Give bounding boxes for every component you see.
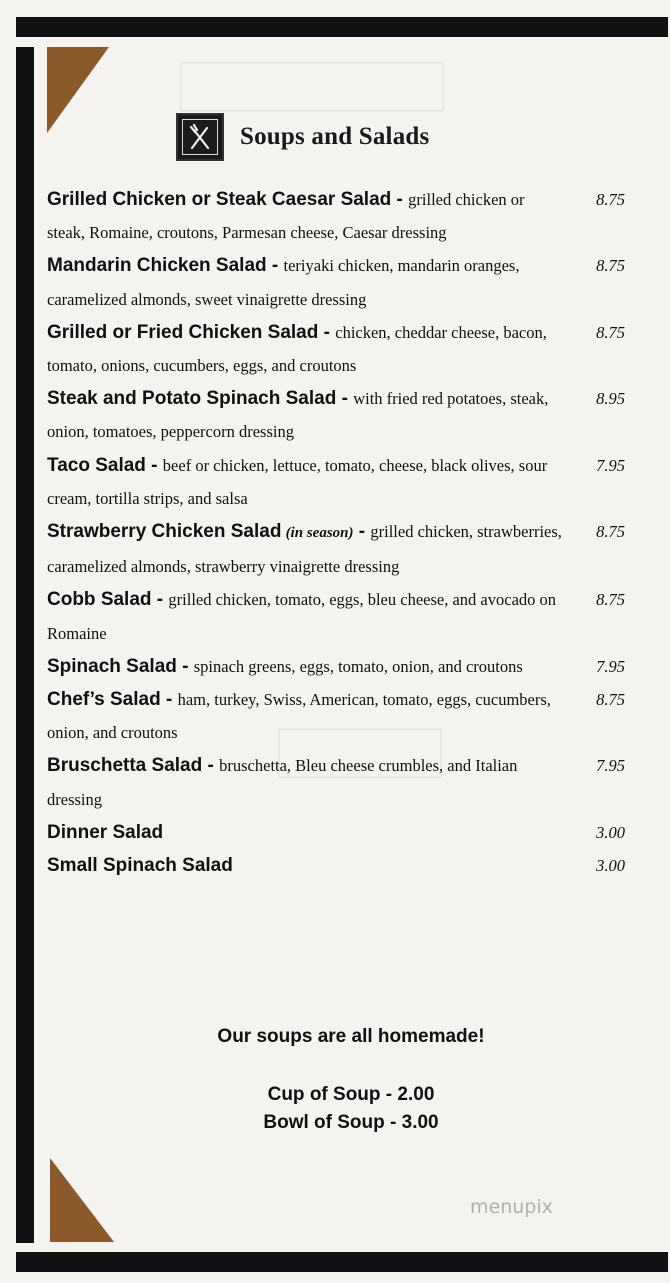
menu-item: Steak and Potato Spinach Salad - with fried red potatoes, steak, onion, tomatoes, peppercorn dressing 8.95 xyxy=(47,382,625,448)
soups-homemade-note: Our soups are all homemade! xyxy=(217,1026,485,1047)
menu-item: Grilled Chicken or Steak Caesar Salad - grilled chicken or steak, Romaine, croutons, Parmesan cheese, Caesar dressing 8.75 xyxy=(47,183,625,249)
menu-item: Strawberry Chicken Salad (in season) - grilled chicken, strawberries, caramelized almonds, strawberry vinaigrette dressing 8.75 xyxy=(47,515,625,583)
menu-item xyxy=(47,849,625,882)
menu-item: Grilled or Fried Chicken Salad - chicken, cheddar cheese, bacon, tomato, onions, cucumbers, eggs, and croutons 8.75 xyxy=(47,316,625,382)
top-border xyxy=(16,17,668,37)
menu-item xyxy=(47,816,625,849)
item-price: 8.75 xyxy=(596,522,625,542)
item-season-note: (in season) xyxy=(285,525,354,542)
left-border xyxy=(16,47,34,1243)
cup-of-soup-price: Cup of Soup - 2.00 xyxy=(267,1084,435,1105)
watermark: menupix xyxy=(470,1196,553,1218)
item-price: 8.75 xyxy=(596,590,625,610)
bottom-border xyxy=(16,1252,668,1272)
item-description: grilled chicken or steak, Romaine, croutons, Parmesan cheese, Caesar dressing xyxy=(47,190,525,243)
item-name: Grilled or Fried Chicken Salad xyxy=(47,321,319,343)
item-name: Steak and Potato Spinach Salad xyxy=(47,388,337,410)
item-description: bruschetta, Bleu cheese crumbles, and Italian dressing xyxy=(47,756,518,809)
item-description: chicken, cheddar cheese, bacon, tomato, onions, cucumbers, eggs, and croutons xyxy=(47,322,547,376)
item-description: grilled chicken, strawberries, caramelized almonds, strawberry vinaigrette dressing xyxy=(47,522,562,577)
item-price: 7.95 xyxy=(596,455,625,475)
menu-item: Mandarin Chicken Salad - teriyaki chicken, mandarin oranges, caramelized almonds, sweet vinaigrette dressing 8.75 xyxy=(47,249,625,315)
menu-item: Spinach Salad - spinach greens, eggs, tomato, onion, and croutons 7.95 xyxy=(47,650,625,683)
item-name: Grilled Chicken or Steak Caesar Salad xyxy=(47,189,392,210)
item-name: Chef’s Salad xyxy=(47,689,161,711)
salad-list xyxy=(47,183,625,882)
item-name: Cobb Salad xyxy=(47,589,152,611)
item-name: Small Spinach Salad xyxy=(47,855,233,877)
fork-knife-icon xyxy=(185,122,215,152)
item-description: ham, turkey, Swiss, American, tomato, eggs, cucumbers, onion, and croutons xyxy=(47,690,551,743)
menu-item: Chef’s Salad - ham, turkey, Swiss, American, tomato, eggs, cucumbers, onion, and croutons 8.75 xyxy=(47,683,625,749)
section-title: Soups and Salads xyxy=(240,123,430,150)
menu-item: Taco Salad - beef or chicken, lettuce, tomato, cheese, black olives, sour cream, tortilla strips, and salsa 7.95 xyxy=(47,449,625,515)
item-price: 3.00 xyxy=(596,856,625,876)
section-icon xyxy=(176,113,224,161)
item-price: 8.95 xyxy=(596,389,625,409)
item-description: teriyaki chicken, mandarin oranges, caramelized almonds, sweet vinaigrette dressing xyxy=(47,256,520,309)
item-price: 8.75 xyxy=(596,190,625,209)
show-through-logo xyxy=(180,62,444,112)
bowl-of-soup-price: Bowl of Soup - 3.00 xyxy=(263,1112,439,1133)
item-price: 8.75 xyxy=(596,256,625,276)
item-price: 7.95 xyxy=(596,756,625,776)
top-corner-ornament xyxy=(47,47,109,133)
item-name: Strawberry Chicken Salad xyxy=(47,521,282,543)
item-name: Bruschetta Salad xyxy=(47,755,203,777)
menu-item: Cobb Salad - grilled chicken, tomato, eggs, bleu cheese, and avocado on Romaine 8.75 xyxy=(47,583,625,649)
item-description: beef or chicken, lettuce, tomato, cheese, black olives, sour cream, tortilla strips, and salsa xyxy=(47,455,548,508)
item-price: 3.00 xyxy=(596,822,625,842)
item-name: Dinner Salad xyxy=(47,821,164,843)
item-price: 8.75 xyxy=(596,690,625,710)
bottom-corner-ornament xyxy=(50,1158,114,1242)
item-name: Taco Salad xyxy=(47,454,146,476)
menu-item: Bruschetta Salad - bruschetta, Bleu cheese crumbles, and Italian dressing 7.95 xyxy=(47,749,625,815)
section-header xyxy=(176,110,429,164)
item-name: Mandarin Chicken Salad xyxy=(47,255,267,277)
item-description: spinach greens, eggs, tomato, onion, and croutons xyxy=(193,656,523,676)
item-price: 8.75 xyxy=(596,322,625,342)
item-description: with fried red potatoes, steak, onion, tomatoes, peppercorn dressing xyxy=(47,389,549,442)
item-description: grilled chicken, tomato, eggs, bleu cheese, and avocado on Romaine xyxy=(47,590,557,643)
item-price: 7.95 xyxy=(596,656,625,676)
item-name: Spinach Salad xyxy=(47,655,177,677)
